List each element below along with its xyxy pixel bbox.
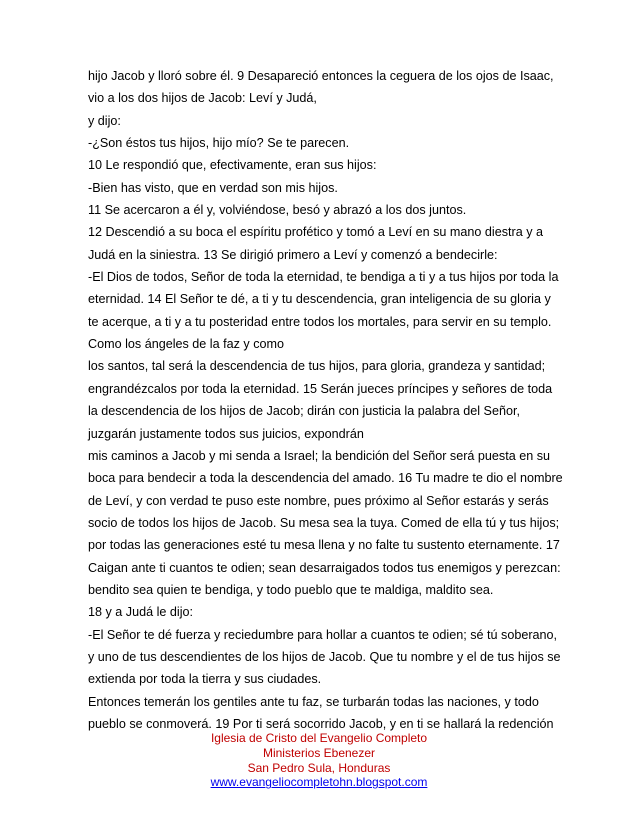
page-footer — [0, 731, 638, 790]
text-line: mis caminos a Jacob y mi senda a Israel; la bendición del Señor será puesta en su — [88, 448, 551, 463]
text-line: -El Dios de todos, Señor de toda la eternidad, te bendiga a ti y a tus hijos por toda la — [88, 270, 559, 285]
text-line: -Bien has visto, que en verdad son mis hijos. — [88, 180, 338, 195]
text-line: y dijo: — [88, 113, 121, 128]
text-line: y uno de tus descendientes de los hijos de Jacob. Que tu nombre y el de tus hijos se — [88, 649, 561, 664]
text-line: -¿Son éstos tus hijos, hijo mío? Se te parecen. — [88, 136, 350, 151]
text-line: Entonces temerán los gentiles ante tu faz, se turbarán todas las naciones, y todo — [88, 694, 539, 709]
text-line: te acerque, a ti y a tu posteridad entre todos los mortales, para servir en su templo. — [88, 314, 552, 329]
text-line: pueblo se conmoverá. 19 Por ti será socorrido Jacob, y en ti se hallará la redención — [88, 716, 554, 731]
text-line: 10 Le respondió que, efectivamente, eran sus hijos: — [88, 158, 377, 173]
text-line: eternidad. 14 El Señor te dé, a ti y tu descendencia, gran inteligencia de su gloria y — [88, 292, 551, 307]
footer-location: San Pedro Sula, Honduras — [247, 760, 391, 775]
text-line: engrandézcalos por toda la eternidad. 15 Serán jueces príncipes y señores de toda — [88, 381, 553, 396]
text-line: la descendencia de los hijos de Jacob; dirán con justicia la palabra del Señor, — [88, 404, 520, 419]
text-line: Judá en la siniestra. 13 Se dirigió primero a Leví y comenzó a bendecirle: — [88, 247, 498, 262]
footer-ministry-name: Ministerios Ebenezer — [262, 745, 376, 760]
text-line: bendito sea quien te bendiga, y todo pueblo que te maldiga, maldito sea. — [88, 582, 494, 597]
text-line: 11 Se acercaron a él y, volviéndose, besó y abrazó a los dos juntos. — [88, 203, 467, 218]
footer-church-name: Iglesia de Cristo del Evangelio Completo — [210, 731, 428, 745]
text-line: socio de todos los hijos de Jacob. Su mesa sea la tuya. Comed de ella tú y tus hijos; — [88, 515, 560, 530]
text-line: 18 y a Judá le dijo: — [88, 605, 194, 620]
text-line: por todas las generaciones esté tu mesa llena y no falte tu sustento eternamente. 17 — [88, 538, 560, 553]
footer-website-link[interactable]: www.evangeliocompletohn.blogspot.com — [210, 775, 428, 790]
text-line: boca para bendecir a toda la descendencia del amado. 16 Tu madre te dio el nombre — [88, 471, 563, 486]
body-text — [88, 65, 578, 735]
text-line: los santos, tal será la descendencia de tus hijos, para gloria, grandeza y santidad; — [88, 359, 546, 374]
text-line: Como los ángeles de la faz y como — [88, 337, 285, 352]
text-line: -El Señor te dé fuerza y reciedumbre para hollar a cuantos te odien; sé tú soberano, — [88, 627, 558, 642]
text-line: de Leví, y con verdad te puso este nombre, pues próximo al Señor estarás y serás — [88, 493, 549, 508]
text-line: Caigan ante ti cuantos te odien; sean desarraigados todos tus enemigos y perezcan: — [88, 560, 561, 575]
text-line: juzgarán justamente todos sus juicios, expondrán — [88, 426, 364, 441]
text-line: hijo Jacob y lloró sobre él. 9 Desapareció entonces la ceguera de los ojos de Isaac, — [88, 69, 554, 83]
text-line: extienda por toda la tierra y sus ciudades. — [88, 672, 322, 687]
text-line: vio a los dos hijos de Jacob: Leví y Judá, — [88, 91, 317, 106]
text-line: 12 Descendió a su boca el espíritu profético y tomó a Leví en su mano diestra y a — [88, 225, 544, 240]
